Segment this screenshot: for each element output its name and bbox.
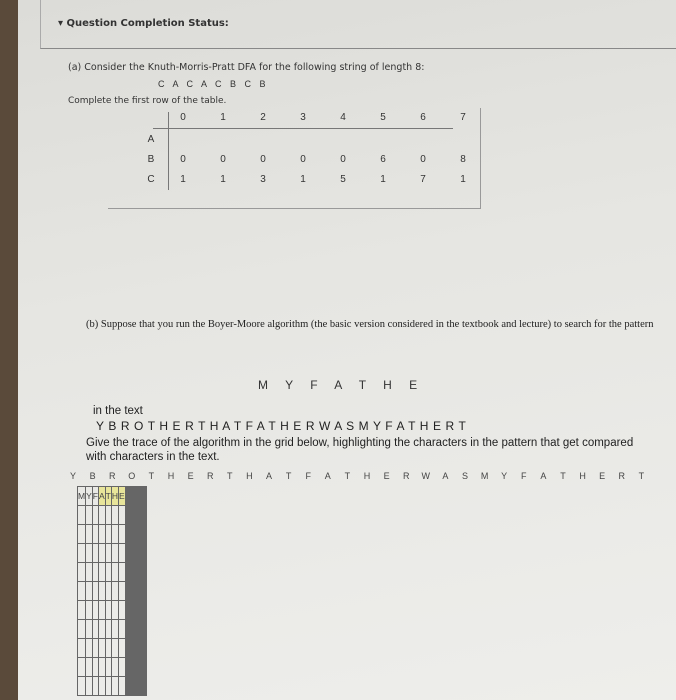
grid-cell[interactable] — [78, 639, 86, 658]
grid-cell[interactable]: A — [98, 487, 105, 506]
grid-header-char: T — [285, 471, 292, 481]
grid-cell[interactable] — [118, 525, 125, 544]
grid-cell[interactable] — [111, 525, 118, 544]
grid-row — [78, 563, 147, 582]
dfa-cell: 5 — [340, 174, 346, 185]
grid-cell[interactable] — [98, 544, 105, 563]
grid-cell[interactable] — [78, 601, 86, 620]
dfa-cell: 1 — [380, 174, 386, 185]
grid-header-char: E — [599, 471, 606, 481]
dfa-row-label: C — [147, 174, 155, 185]
grid-header-char: W — [421, 471, 431, 481]
grid-cell[interactable] — [111, 563, 118, 582]
grid-cell[interactable] — [78, 525, 86, 544]
grid-cell[interactable] — [118, 582, 125, 601]
grid-cell[interactable] — [145, 544, 146, 563]
grid-cell[interactable] — [145, 582, 146, 601]
grid-cell[interactable] — [86, 658, 93, 677]
grid-cell[interactable] — [111, 639, 118, 658]
dfa-column-header: 4 — [340, 112, 346, 123]
grid-row — [78, 601, 147, 620]
grid-header-char: R — [108, 471, 116, 481]
dfa-cell: 1 — [460, 174, 466, 185]
grid-header-char: T — [560, 471, 566, 481]
grid-header-char: T — [344, 471, 351, 481]
grid-header-char: A — [442, 471, 449, 481]
grid-header-char: A — [324, 471, 331, 481]
grid-header-char: H — [363, 471, 371, 481]
grid-cell[interactable] — [86, 639, 93, 658]
grid-cell[interactable]: F — [92, 487, 98, 506]
grid-cell[interactable] — [86, 601, 93, 620]
grid-header-char: B — [89, 471, 96, 481]
grid-header-char: A — [265, 471, 272, 481]
grid-cell[interactable]: H — [111, 487, 118, 506]
dfa-column-header: 7 — [460, 112, 466, 123]
grid-header-char: R — [402, 471, 410, 481]
dfa-cell: 0 — [220, 154, 226, 165]
dfa-column-header: 5 — [380, 112, 386, 123]
grid-cell[interactable] — [145, 525, 146, 544]
grid-header-char: H — [167, 471, 175, 481]
part-b-instruction: Give the trace of the algorithm in the grid below, highlighting the characters in the pattern that get compared with characters in the text. — [86, 437, 634, 463]
dfa-row-divider — [168, 112, 169, 190]
grid-cell[interactable] — [78, 506, 86, 525]
grid-header-char: S — [461, 471, 468, 481]
grid-cell[interactable] — [118, 506, 125, 525]
grid-cell[interactable] — [98, 601, 105, 620]
grid-header-char: H — [246, 471, 253, 481]
dfa-row-label: A — [147, 134, 155, 145]
grid-header-char: E — [383, 471, 390, 481]
dfa-column-header: 6 — [420, 112, 426, 123]
grid-cell[interactable] — [145, 601, 146, 620]
grid-cell[interactable] — [118, 563, 125, 582]
grid-cell[interactable] — [111, 620, 118, 639]
grid-cell[interactable] — [118, 658, 125, 677]
grid-cell[interactable] — [78, 620, 86, 639]
grid-cell[interactable] — [78, 563, 86, 582]
grid-cell[interactable] — [118, 620, 125, 639]
grid-cell[interactable] — [111, 544, 118, 563]
status-label: Question Completion Status: — [66, 18, 229, 29]
grid-header-char: M — [480, 471, 489, 481]
grid-cell[interactable] — [111, 658, 118, 677]
part-a-instruction: Complete the first row of the table. — [68, 96, 227, 106]
grid-header-char: T — [227, 471, 233, 481]
part-a-prompt: (a) Consider the Knuth-Morris-Pratt DFA for the following string of length 8: — [68, 62, 425, 73]
dfa-cell: 1 — [180, 174, 186, 185]
dfa-column-header: 2 — [260, 112, 266, 123]
dfa-table — [113, 112, 493, 202]
grid-cell[interactable] — [86, 620, 93, 639]
grid-cell[interactable] — [86, 506, 93, 525]
grid-header-char: R — [206, 471, 214, 481]
dfa-cell: 3 — [260, 174, 266, 185]
grid-cell[interactable] — [145, 563, 146, 582]
grid-cell[interactable] — [98, 658, 105, 677]
part-b-prompt: (b) Suppose that you run the Boyer-Moore algorithm (the basic version considered in the textbook and lecture) to search for the pattern — [86, 319, 654, 330]
dfa-cell: 0 — [260, 154, 266, 165]
grid-cell[interactable] — [111, 677, 118, 696]
dfa-cell: 0 — [420, 154, 426, 165]
grid-cell[interactable] — [86, 525, 93, 544]
dfa-cell: 8 — [460, 154, 466, 165]
grid-cell[interactable] — [145, 506, 146, 525]
dfa-column-header: 3 — [300, 112, 306, 123]
grid-header-char: O — [128, 471, 136, 481]
grid-cell[interactable] — [98, 563, 105, 582]
kmp-pattern: C A C A C B C B — [158, 79, 269, 89]
grid-header-char: T — [148, 471, 155, 481]
grid-row — [78, 506, 147, 525]
grid-cell[interactable] — [98, 620, 105, 639]
grid-row — [78, 525, 147, 544]
dfa-column-header: 0 — [180, 112, 186, 123]
grid-cell[interactable] — [98, 582, 105, 601]
grid-header-char: F — [521, 471, 527, 481]
grid-cell[interactable] — [98, 639, 105, 658]
grid-header-char: E — [187, 471, 194, 481]
grid-row — [78, 487, 147, 506]
grid-row — [78, 582, 147, 601]
grid-cell[interactable] — [78, 582, 86, 601]
grid-cell[interactable] — [111, 506, 118, 525]
grid-cell[interactable] — [98, 525, 105, 544]
grid-cell[interactable] — [111, 601, 118, 620]
grid-cell[interactable] — [86, 544, 93, 563]
grid-cell[interactable] — [118, 677, 125, 696]
grid-cell[interactable] — [145, 639, 146, 658]
grid-header-char: R — [618, 471, 626, 481]
dfa-cell: 0 — [300, 154, 306, 165]
grid-cell[interactable] — [118, 601, 125, 620]
grid-cell[interactable] — [98, 677, 105, 696]
grid-cell[interactable]: T — [105, 487, 111, 506]
grid-cell[interactable] — [86, 582, 93, 601]
dfa-row-label: B — [147, 154, 155, 165]
document-page — [18, 0, 676, 700]
bm-text: Y B R O T H E R T H A T F A T H E R W A S M Y F A T H E R T — [96, 419, 467, 433]
grid-cell[interactable] — [86, 563, 93, 582]
grid-cell[interactable]: E — [118, 487, 125, 506]
grid-cell[interactable] — [78, 658, 86, 677]
grid-row — [78, 658, 147, 677]
grid-cell[interactable]: Y — [86, 487, 93, 506]
dfa-cell: 1 — [220, 174, 226, 185]
grid-header-char: H — [579, 471, 586, 481]
grid-cell[interactable] — [78, 677, 86, 696]
grid-row — [78, 544, 147, 563]
grid-cell[interactable] — [111, 582, 118, 601]
bm-pattern: M Y F A T H E — [258, 378, 425, 392]
grid-row — [78, 677, 147, 696]
grid-row — [78, 620, 147, 639]
in-text-label: in the text — [93, 405, 143, 417]
grid-cell[interactable] — [145, 620, 146, 639]
grid-cell[interactable] — [145, 658, 146, 677]
grid-cell[interactable] — [118, 639, 125, 658]
grid-cell[interactable] — [86, 677, 93, 696]
grid-header-char: Y — [69, 471, 76, 481]
grid-cell[interactable] — [98, 506, 105, 525]
dfa-header-divider — [153, 128, 453, 129]
dfa-cell: 6 — [380, 154, 386, 165]
grid-header-char: Y — [501, 471, 508, 481]
question-completion-status: ▾ Question Completion Status: — [58, 18, 229, 29]
grid-cell[interactable] — [118, 544, 125, 563]
trace-grid[interactable] — [77, 486, 147, 696]
grid-cell[interactable] — [145, 487, 146, 506]
dfa-cell: 0 — [340, 154, 346, 165]
dfa-cell: 7 — [420, 174, 426, 185]
grid-cell[interactable]: M — [78, 487, 86, 506]
grid-header-char: T — [638, 471, 645, 481]
dfa-cell: 1 — [300, 174, 306, 185]
grid-cell[interactable] — [145, 677, 146, 696]
grid-header-char: F — [305, 471, 311, 481]
dfa-cell: 0 — [180, 154, 186, 165]
grid-header-char: A — [540, 471, 547, 481]
grid-row — [78, 639, 147, 658]
dfa-column-header: 1 — [220, 112, 226, 123]
grid-cell[interactable] — [78, 544, 86, 563]
